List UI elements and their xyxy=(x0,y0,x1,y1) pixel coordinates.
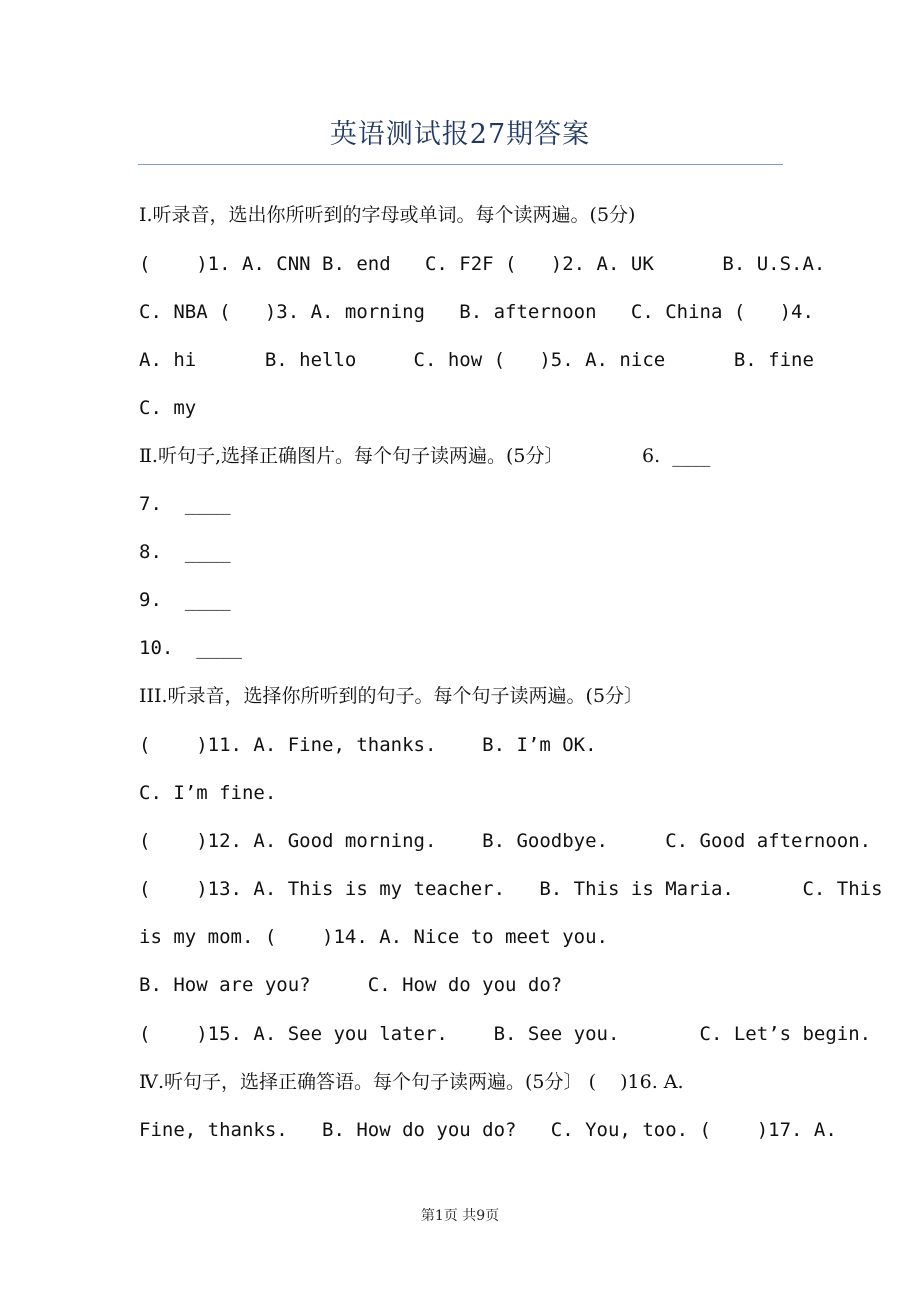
question-line: 10. ____ xyxy=(139,637,242,659)
question-line: Fine, thanks. B. How do you do? C. You, too. ( )17. A. xyxy=(139,1119,837,1141)
question-line: 9. ____ xyxy=(139,589,231,611)
question-line: ( )1. A. CNN B. end C. F2F ( )2. A. UK B. U.S.A. xyxy=(139,253,826,275)
section-2-heading: Ⅱ.听句子,选择正确图片。每个句子读两遍。(5分〕 6. ____ xyxy=(139,445,711,467)
question-line: ( )11. A. Fine, thanks. B. I’m OK. xyxy=(139,734,597,756)
question-line: is my mom. ( )14. A. Nice to meet you. xyxy=(139,926,608,948)
title-divider xyxy=(138,164,783,165)
question-line: C. my xyxy=(139,397,197,419)
question-line: ( )15. A. See you later. B. See you. C. Let’s begin. xyxy=(139,1023,872,1045)
page-footer: 第1页 共9页 xyxy=(420,1208,500,1224)
question-line: 8. ____ xyxy=(139,541,231,563)
question-line: ( )13. A. This is my teacher. B. This is Maria. C. This xyxy=(139,878,883,900)
question-line: 7. ____ xyxy=(139,493,231,515)
section-1-heading: Ⅰ.听录音，选出你所听到的字母或单词。每个读两遍。(5分) xyxy=(139,204,636,226)
question-line: ( )12. A. Good morning. B. Goodbye. C. Good afternoon. xyxy=(139,830,872,852)
section-3-heading: III.听录音，选择你所听到的句子。每个句子读两遍。(5分〕 xyxy=(139,685,644,707)
question-line: C. NBA ( )3. A. morning B. afternoon C. China ( )4. xyxy=(139,301,814,323)
question-line: B. How are you? C. How do you do? xyxy=(139,974,563,996)
question-line: A. hi B. hello C. how ( )5. A. nice B. fine xyxy=(139,349,814,371)
section-4-heading: Ⅳ.听句子，选择正确答语。每个句子读两遍。(5分〕 ( )16. A. xyxy=(139,1071,684,1093)
page-title: 英语测试报27期答案 xyxy=(329,119,591,150)
question-line: C. I’m fine. xyxy=(139,782,277,804)
